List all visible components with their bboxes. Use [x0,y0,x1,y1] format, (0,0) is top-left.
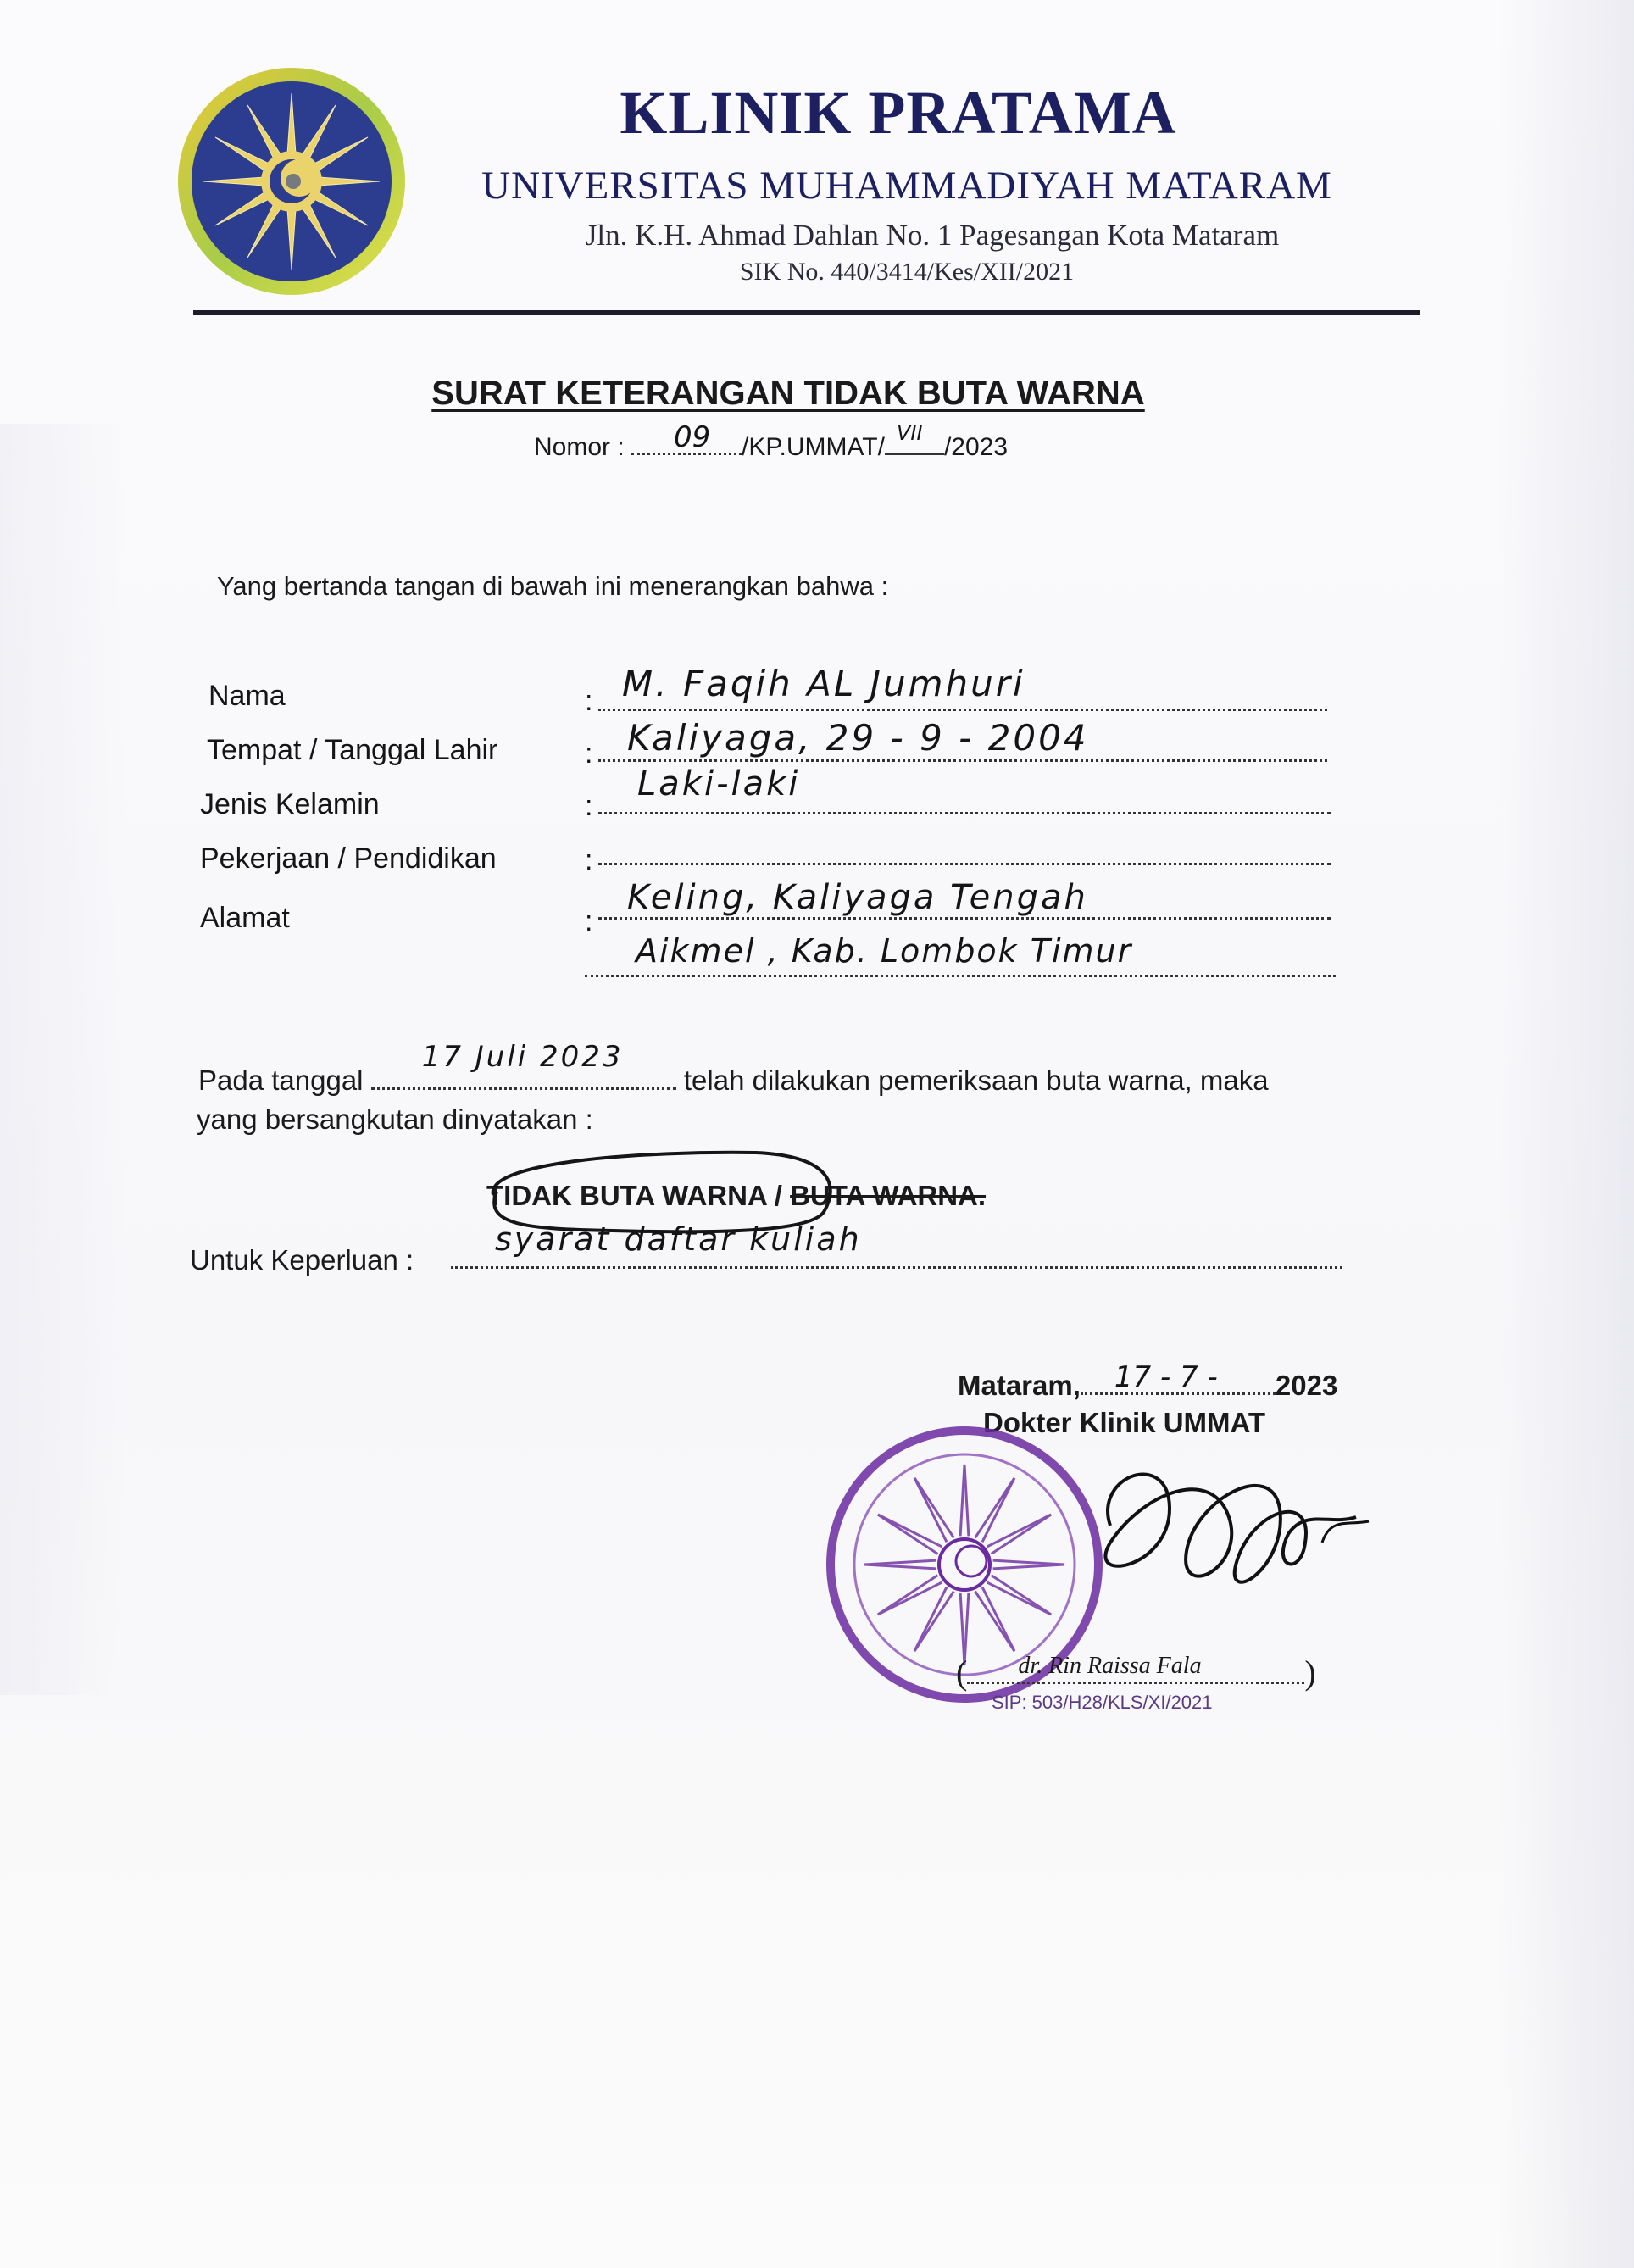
dotted-line [585,975,1336,977]
document-title: SURAT KETERANGAN TIDAK BUTA WARNA [431,375,1145,412]
nomor-month: VII [896,421,923,445]
dotted-line [598,917,1331,920]
ray-icon [975,1478,1014,1542]
sign-role: Dokter Klinik UMMAT [983,1407,1266,1438]
ray-icon [878,1515,942,1554]
result-selected: TIDAK BUTA WARNA [486,1180,767,1211]
field-value-nama: M. Faqih AL Jumhuri [622,663,1025,704]
dotted-line [598,812,1331,814]
nomor-label: Nomor : [534,433,625,461]
page-shadow-right [1498,0,1634,2268]
nomor-code: /KP.UMMAT/ [742,433,885,461]
ray-icon [975,1587,1014,1651]
field-value-alamat-line2: Aikmel , Kab. Lombok Timur [636,932,1133,970]
field-value-ttl: Kaliyaga, 29 - 9 - 2004 [627,717,1089,759]
field-label-jenis-kelamin: Jenis Kelamin [200,788,380,820]
ray-icon [960,1465,969,1536]
dotted-line [598,709,1327,711]
exam-prefix: Pada tanggal [198,1065,364,1096]
sign-date-line [958,1360,1338,1402]
sign-year: 2023 [1275,1370,1338,1401]
intro-text: Yang bertanda tangan di bawah ini menerangkan bahwa : [217,571,889,601]
exam-statement [198,1040,1269,1097]
colon: : [585,844,593,876]
doctor-sip: SIP: 503/H28/KLS/XI/2021 [992,1692,1213,1713]
dotted-line [598,863,1331,865]
ray-icon [993,1560,1064,1569]
header-divider [193,310,1420,315]
doctor-name-line: ( dr. Rin Raissa Fala ) [956,1653,1316,1692]
page-shadow-left [0,424,127,1695]
ray-icon [987,1576,1051,1615]
ray-icon [864,1560,936,1569]
university-name: UNIVERSITAS MUHAMMADIYAH MATARAM [481,164,1332,208]
muhammadiyah-logo-icon [176,66,407,297]
nomor-year: /2023 [943,433,1009,461]
ray-icon [914,1478,953,1542]
field-value-alamat: Keling, Kaliyaga Tengah [627,878,1088,917]
ray-icon [914,1587,953,1651]
result-separator: / [774,1180,782,1211]
ray-icon [987,1515,1051,1554]
sik-number: SIK No. 440/3414/Kes/XII/2021 [739,258,1075,286]
field-label-ttl: Tempat / Tanggal Lahir [207,734,498,766]
purpose-label: Untuk Keperluan : [190,1244,414,1276]
result-struck: BUTA WARNA. [790,1180,987,1211]
sign-place: Mataram, [958,1370,1081,1401]
colon: : [585,790,593,822]
doctor-name: dr. Rin Raissa Fala [1018,1653,1202,1679]
dotted-line [598,759,1327,762]
field-label-alamat: Alamat [200,902,290,934]
signature-icon [1076,1441,1381,1619]
colon: : [585,905,593,937]
exam-suffix: telah dilakukan pemeriksaan buta warna, maka [683,1065,1269,1096]
field-label-nama: Nama [208,680,286,712]
ray-icon [878,1576,942,1615]
field-label-pekerjaan: Pekerjaan / Pendidikan [200,842,497,875]
colon: : [585,685,593,717]
nomor-number: 09 [674,420,711,454]
nomor-line [534,420,1009,462]
field-value-jenis-kelamin: Laki-laki [637,764,801,803]
exam-line2: yang bersangkutan dinyatakan : [197,1103,593,1135]
sign-date: 17 - 7 - [1114,1360,1218,1394]
colon: : [585,737,593,770]
clinic-name: KLINIK PRATAMA [620,79,1177,147]
exam-date: 17 Juli 2023 [421,1040,624,1074]
purpose-value: syarat daftar kuliah [495,1220,862,1258]
dotted-line [451,1266,1342,1269]
clinic-address: Jln. K.H. Ahmad Dahlan No. 1 Pagesangan Kota Mataram [585,219,1280,252]
